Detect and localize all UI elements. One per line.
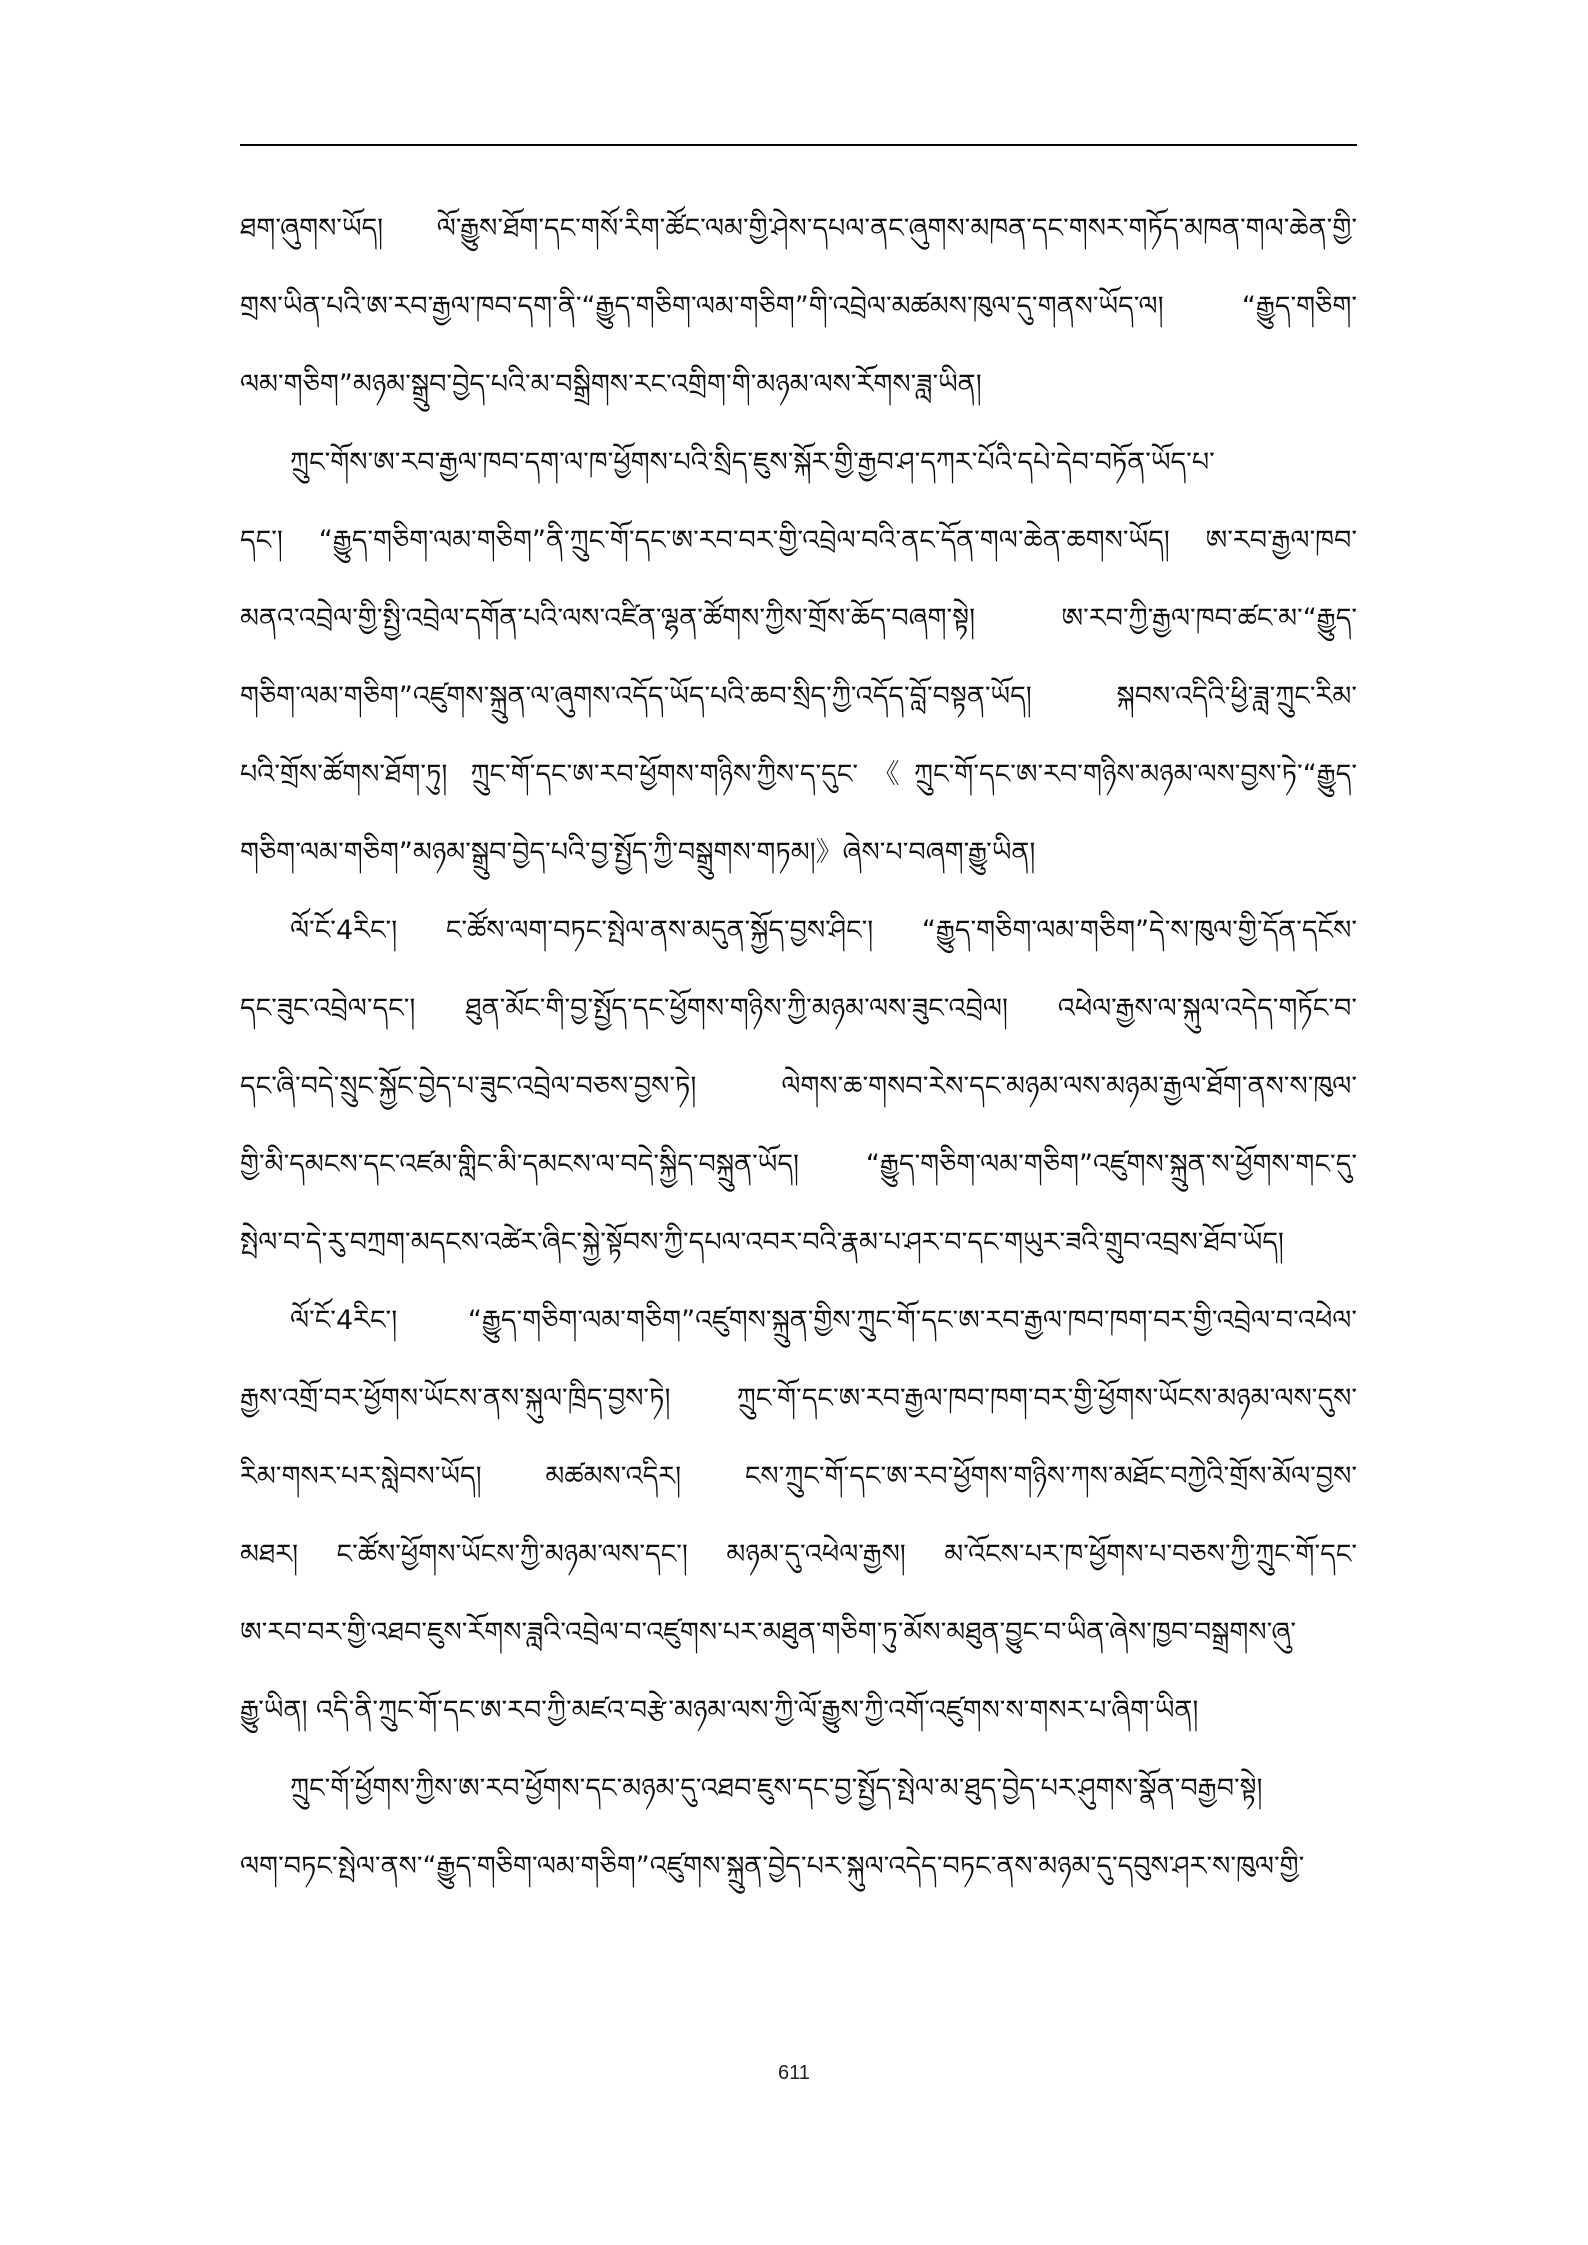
text-line: རྒྱུ་ཡིན། འདི་ནི་ཀྲུང་གོ་དང་ཨ་རབ་ཀྱི་མཛའ་བརྩེ་མཉམ་ལས་ཀྱི་ལོ་རྒྱུས་ཀྱི་འགོ་འཛུགས་ས་གསར་པ་ཞིག་ཡིན།: [240, 1695, 1199, 1726]
text-line: དང་ཟུང་འབྲེལ་དང་། ཐུན་མོང་གི་བྱ་སྤྱོད་དང་ཕྱོགས་གཉིས་ཀྱི་མཉམ་ལས་ཟུང་འབྲེལ། འཕེལ་རྒྱས་ལ་སྐུལ་འདེད་གཏོང་བ་: [240, 993, 1357, 1024]
paragraph-first-line: ལོ་ངོ་4རིང་། “རྒྱུད་གཅིག་ལམ་གཅིག”འཛུགས་སྐྲུན་གྱིས་ཀྲུང་གོ་དང་ཨ་རབ་རྒྱལ་ཁབ་ཁག་བར་གྱི་འབྲེལ་བ་འཕེལ་: [290, 1305, 1357, 1336]
text-line: རིམ་གསར་པར་སླེབས་ཡོད། མཚམས་འདིར། ངས་ཀྲུང་གོ་དང་ཨ་རབ་ཕྱོགས་གཉིས་ཀས་མཐོང་བཀྱེའི་གྲོས་མོལ་བྱས་: [240, 1461, 1357, 1492]
text-line: དང་ཞི་བདེ་སྲུང་སྐྱོང་བྱེད་པ་ཟུང་འབྲེལ་བཅས་བྱས་ཏེ། ལེགས་ཆ་གསབ་རེས་དང་མཉམ་ལས་མཉམ་རྒྱལ་ཐོག་ནས་ས་ཁུལ་: [240, 1071, 1357, 1102]
text-line: ལམ་གཅིག”མཉམ་སྒྲུབ་བྱེད་པའི་མ་བསྒྲིགས་རང་འགྲིག་གི་མཉམ་ལས་རོགས་ཟླ་ཡིན།: [240, 369, 982, 400]
text-line: མཐར། ང་ཚོས་ཕྱོགས་ཡོངས་ཀྱི་མཉམ་ལས་དང་། མཉམ་དུ་འཕེལ་རྒྱས། མ་འོངས་པར་ཁ་ཕྱོགས་པ་བཅས་ཀྱི་ཀྲུང་གོ་དང་: [240, 1539, 1357, 1570]
header-rule: [240, 144, 1357, 146]
paragraph-first-line: ཀྲུང་གོ་ཕྱོགས་ཀྱིས་ཨ་རབ་ཕྱོགས་དང་མཉམ་དུ་འཐབ་ཇུས་དང་བྱ་སྤྱོད་སྤེལ་མ་ཐུད་བྱེད་པར་ཤུགས་སྣོན་བརྒྱབ་སྟེ།: [290, 1773, 1263, 1804]
text-line: རྒྱས་འགྲོ་བར་ཕྱོགས་ཡོངས་ནས་སྐུལ་ཁྲིད་བྱས་ཏེ། ཀྲུང་གོ་དང་ཨ་རབ་རྒྱལ་ཁབ་ཁག་བར་གྱི་ཕྱོགས་ཡོངས་མཉམ་ལས་དུས་: [240, 1383, 1357, 1414]
text-line: པའི་གྲོས་ཚོགས་ཐོག་ཏུ། ཀྲུང་གོ་དང་ཨ་རབ་ཕྱོགས་གཉིས་ཀྱིས་ད་དུང་《ཀྲུང་གོ་དང་ཨ་རབ་གཉིས་མཉམ་ལས་བྱས་ཏེ་“རྒྱུད་: [240, 759, 1357, 790]
text-line: སྤེལ་བ་དེ་རུ་བཀྲག་མདངས་འཚེར་ཞིང་སྐྱེ་སྟོབས་ཀྱི་དཔལ་འབར་བའི་རྣམ་པ་ཤར་བ་དང་གཡུར་ཟའི་གྲུབ་འབྲས་ཐོབ་ཡོད།: [240, 1227, 1284, 1258]
text-line: གཅིག་ལམ་གཅིག”འཛུགས་སྐྲུན་ལ་ཞུགས་འདོད་ཡོད་པའི་ཆབ་སྲིད་ཀྱི་འདོད་བློ་བསྟན་ཡོད། སྐབས་འདིའི་ཕྱི་ཟླ་ཀྲུང་རིམ་: [240, 681, 1357, 712]
text-line: གྲས་ཡིན་པའི་ཨ་རབ་རྒྱལ་ཁབ་དག་ནི་“རྒྱུད་གཅིག་ལམ་གཅིག”གི་འབྲེལ་མཚམས་ཁུལ་དུ་གནས་ཡོད་ལ། “རྒྱུད་གཅིག་: [240, 291, 1357, 322]
paragraph-first-line: ཀྲུང་གོས་ཨ་རབ་རྒྱལ་ཁབ་དག་ལ་ཁ་ཕྱོགས་པའི་སྲིད་ཇུས་སྐོར་གྱི་རྒྱབ་ཤ་དཀར་པོའི་དཔེ་དེབ་བཏོན་ཡོད་པ་: [290, 447, 1215, 478]
text-line: མནའ་འབྲེལ་གྱི་སྤྱི་འབྲེལ་དགོན་པའི་ལས་འཛིན་ལྷན་ཚོགས་ཀྱིས་གྲོས་ཆོད་བཞག་སྟེ། ཨ་རབ་ཀྱི་རྒྱལ་ཁབ་ཚང་མ་“རྒྱུད་: [240, 603, 1357, 634]
text-line: ལག་བཏང་སྤེལ་ནས་“རྒྱུད་གཅིག་ལམ་གཅིག”འཛུགས་སྐྲུན་བྱེད་པར་སྐུལ་འདེད་བཏང་ནས་མཉམ་དུ་དབུས་ཤར་ས་ཁུལ་གྱི་: [240, 1851, 1305, 1882]
text-line: གཅིག་ལམ་གཅིག”མཉམ་སྒྲུབ་བྱེད་པའི་བྱ་སྤྱོད་ཀྱི་བསྒྲུགས་གཏམ།》ཞེས་པ་བཞག་རྒྱུ་ཡིན།: [240, 837, 1036, 868]
text-line: གྱི་མི་དམངས་དང་འཛམ་གླིང་མི་དམངས་ལ་བདེ་སྐྱིད་བསྐྲུན་ཡོད། “རྒྱུད་གཅིག་ལམ་གཅིག”འཛུགས་སྐྲུན་ས་ཕྱོགས་གང་དུ་: [240, 1149, 1357, 1180]
paragraph-first-line: ལོ་ངོ་4རིང་། ང་ཚོས་ལག་བཏང་སྤེལ་ནས་མདུན་སྐྱོད་བྱས་ཤིང་། “རྒྱུད་གཅིག་ལམ་གཅིག”དེ་ས་ཁུལ་གྱི་དོན་དངོས་: [290, 915, 1357, 946]
text-line: དང་། “རྒྱུད་གཅིག་ལམ་གཅིག”ནི་ཀྲུང་གོ་དང་ཨ་རབ་བར་གྱི་འབྲེལ་བའི་ནང་དོན་གལ་ཆེན་ཆགས་ཡོད། ཨ་རབ་རྒྱལ་ཁབ་: [240, 525, 1357, 556]
page-number: 611: [778, 2062, 810, 2084]
text-line: ཨ་རབ་བར་གྱི་འཐབ་ཇུས་རོགས་ཟླའི་འབྲེལ་བ་འཛུགས་པར་མཐུན་གཅིག་ཏུ་མོས་མཐུན་བྱུང་བ་ཡིན་ཞེས་ཁྱབ་བསྒྲགས་ཞུ་: [240, 1617, 1297, 1648]
text-line: ཐག་ཞུགས་ཡོད། ལོ་རྒྱུས་ཐོག་དང་གསོ་རིག་ཚོང་ལམ་གྱི་ཤེས་དཔལ་ནང་ཞུགས་མཁན་དང་གསར་གཏོད་མཁན་གལ་ཆེན་གྱི་: [240, 213, 1357, 244]
body-text: [240, 190, 1357, 1906]
